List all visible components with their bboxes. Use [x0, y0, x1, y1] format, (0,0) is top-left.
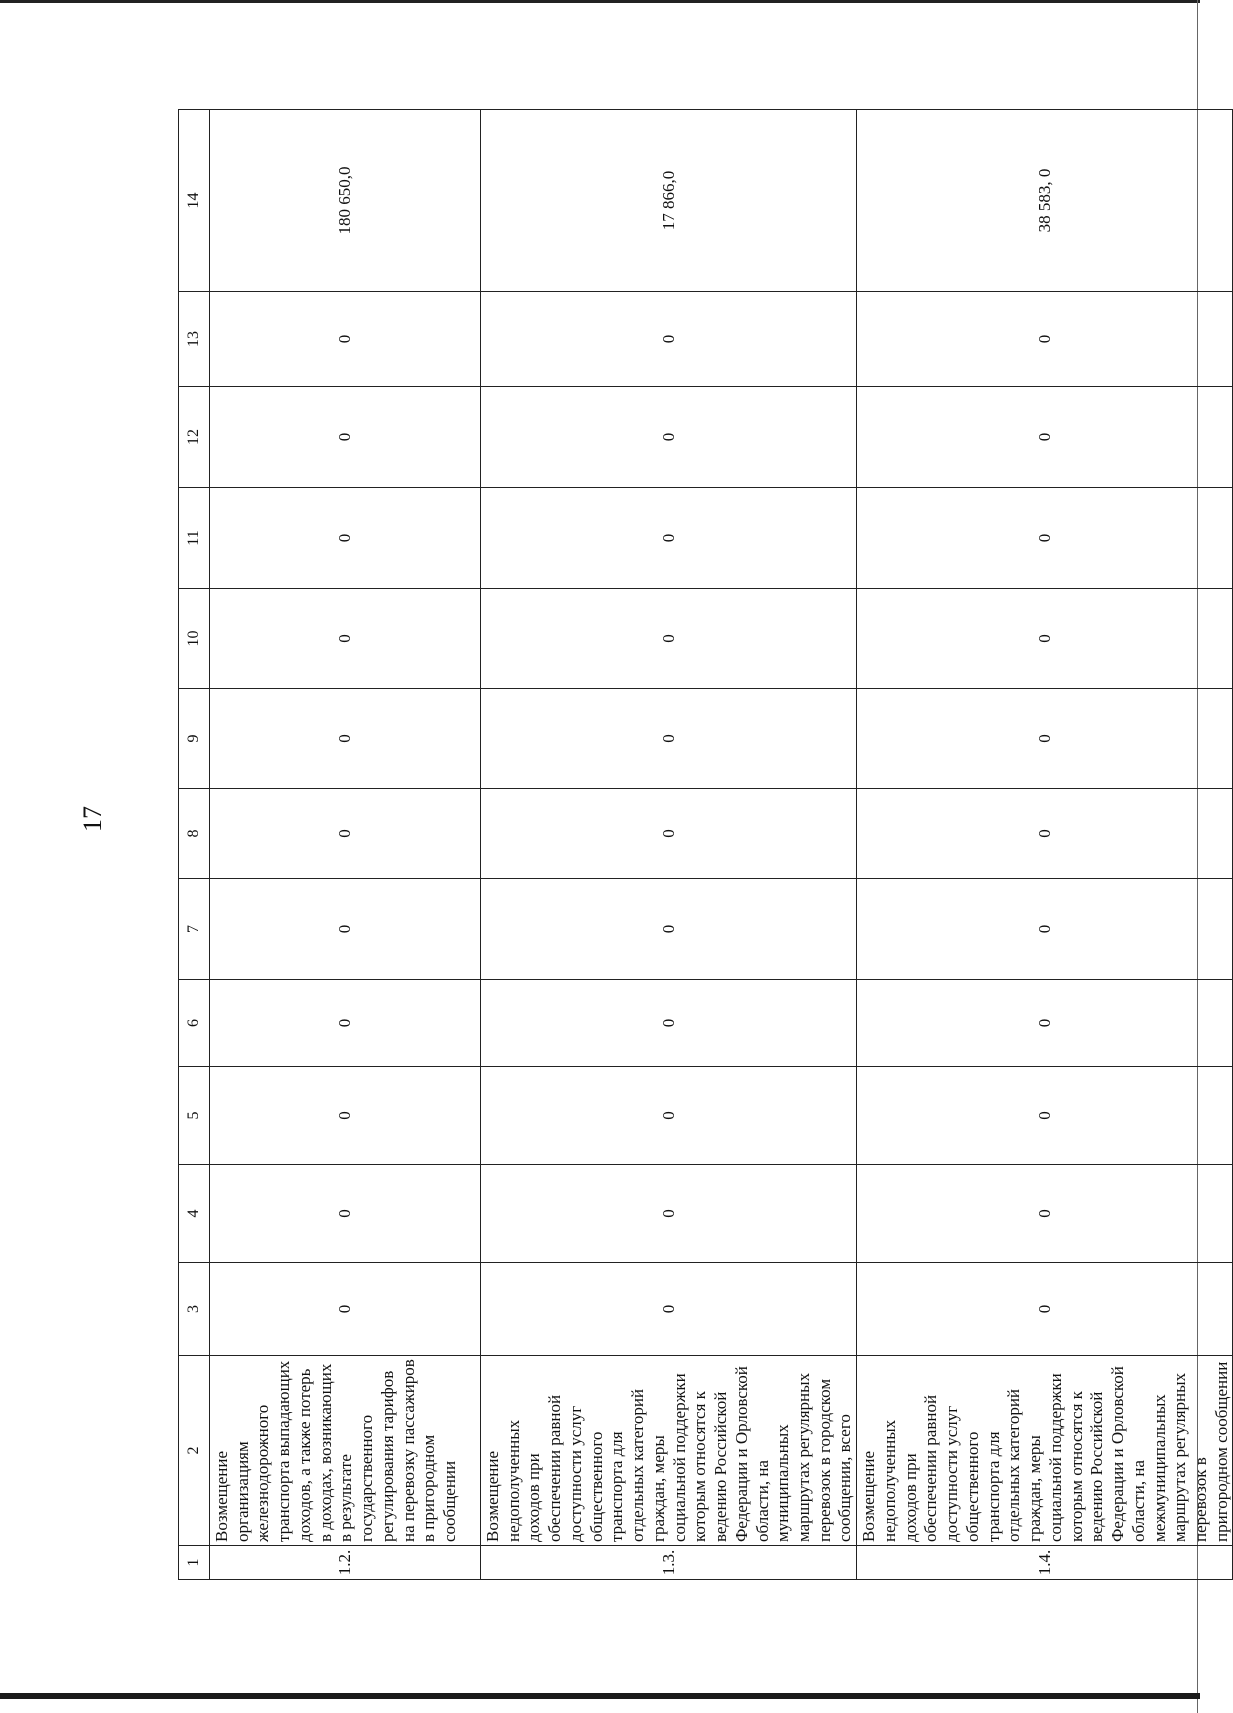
value-cell: 0: [481, 1263, 857, 1356]
table-row: [857, 110, 1233, 1580]
table-row: [481, 110, 857, 1580]
value-cell: 0: [857, 1263, 1233, 1356]
value-cell: 0: [481, 387, 857, 488]
header-row: [179, 110, 210, 1580]
value-cell: 0: [210, 589, 481, 689]
column-header: 10: [179, 589, 210, 689]
row-number: 1.3.: [481, 1546, 857, 1580]
value-cell: 0: [481, 1165, 857, 1263]
value-cell: 0: [857, 789, 1233, 879]
value-cell: 0: [481, 589, 857, 689]
value-cell: 0: [481, 1067, 857, 1165]
value-cell: 0: [857, 488, 1233, 589]
value-cell: 0: [210, 689, 481, 789]
value-cell: 0: [210, 789, 481, 879]
page-number: 17: [78, 806, 107, 832]
value-cell: 0: [857, 1165, 1233, 1263]
column-header: 1: [179, 1546, 210, 1580]
value-cell: 0: [481, 789, 857, 879]
value-cell: 0: [857, 1067, 1233, 1165]
column-header: 8: [179, 789, 210, 879]
rotated-table-container: [178, 110, 1231, 1580]
column-header: 4: [179, 1165, 210, 1263]
table-row: [210, 110, 481, 1580]
value-cell: 0: [210, 387, 481, 488]
column-header: 3: [179, 1263, 210, 1356]
column-header: 2: [179, 1356, 210, 1546]
value-cell: 0: [210, 1165, 481, 1263]
column-header: 12: [179, 387, 210, 488]
total-cell: 17 866,0: [481, 110, 857, 292]
value-cell: 0: [481, 292, 857, 387]
scan-edge-top: [0, 0, 1200, 3]
total-cell: 180 650,0: [210, 110, 481, 292]
row-description: Возмещение недополученных доходов при обеспечении равной доступности услуг общественного транспорта для отдельных категорий граждан, меры социальной поддержки которым относятся к ведению Российской Федерации и Орловской области, на муниципальных маршрутах регулярных перевозок в городском сообщении, всего: [481, 1356, 857, 1546]
value-cell: 0: [857, 689, 1233, 789]
value-cell: 0: [210, 980, 481, 1067]
value-cell: 0: [210, 1067, 481, 1165]
row-number: 1.4.: [857, 1546, 1233, 1580]
value-cell: 0: [857, 387, 1233, 488]
row-description: Возмещение недополученных доходов при обеспечении равной доступности услуг общественного транспорта для отдельных категорий граждан, меры социальной поддержки которым относятся к ведению Российской Федерации и Орловской области, на межмуниципальных маршрутах регулярных перевозок в пригородном сообщении: [857, 1356, 1233, 1546]
column-header: 9: [179, 689, 210, 789]
value-cell: 0: [857, 292, 1233, 387]
value-cell: 0: [481, 879, 857, 980]
value-cell: 0: [481, 980, 857, 1067]
column-header: 7: [179, 879, 210, 980]
column-header: 14: [179, 110, 210, 292]
value-cell: 0: [857, 589, 1233, 689]
value-cell: 0: [481, 689, 857, 789]
column-header: 13: [179, 292, 210, 387]
value-cell: 0: [210, 292, 481, 387]
budget-table: [178, 109, 1233, 1580]
value-cell: 0: [210, 879, 481, 980]
value-cell: 0: [210, 1263, 481, 1356]
row-description: Возмещение организациям железнодорожного транспорта выпадающих доходов, а также потерь в доходах, возникающих в результате государственного регулирования тарифов на перевозку пассажиров в пригородном сообщении: [210, 1356, 481, 1546]
row-number: 1.2.: [210, 1546, 481, 1580]
value-cell: 0: [481, 488, 857, 589]
value-cell: 0: [857, 879, 1233, 980]
column-header: 6: [179, 980, 210, 1067]
value-cell: 0: [857, 980, 1233, 1067]
value-cell: 0: [210, 488, 481, 589]
column-header: 5: [179, 1067, 210, 1165]
column-header: 11: [179, 488, 210, 589]
scan-edge-bottom: [0, 1693, 1200, 1699]
total-cell: 38 583, 0: [857, 110, 1233, 292]
